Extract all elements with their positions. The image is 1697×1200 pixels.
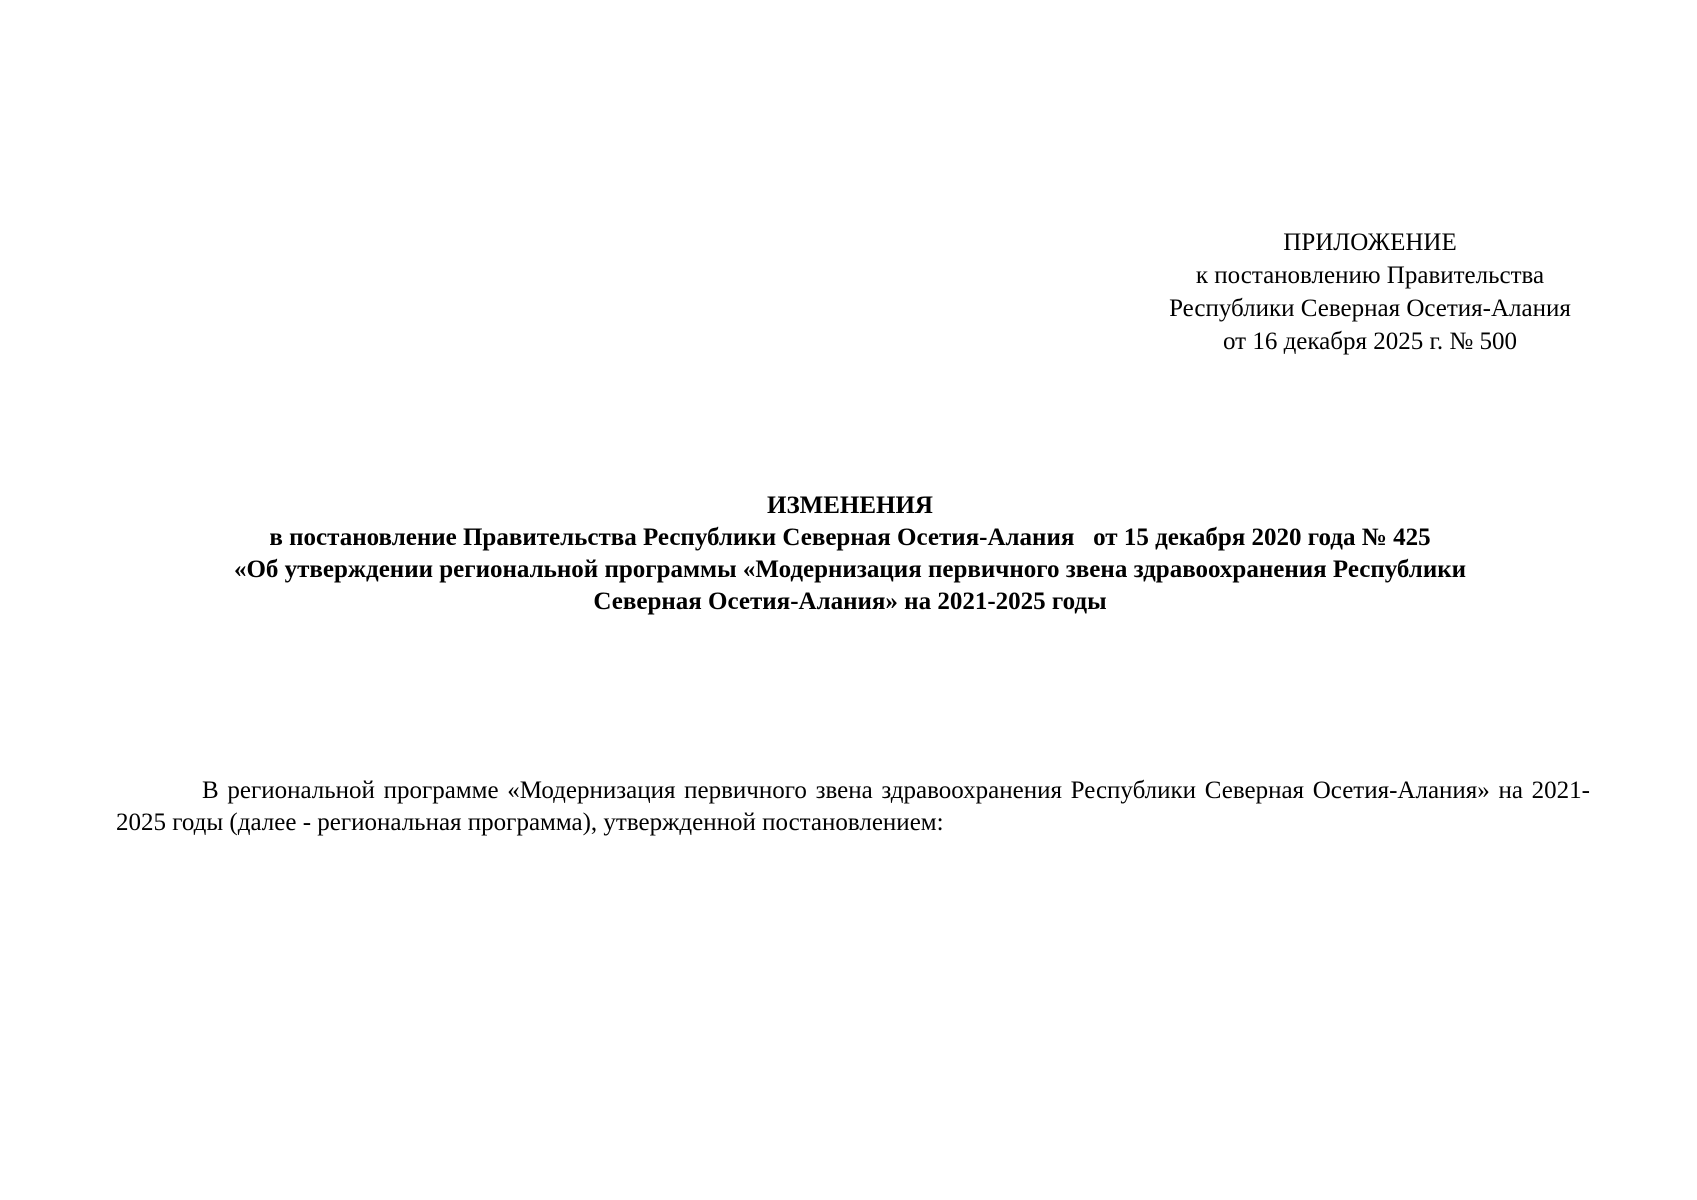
appendix-reference: к постановлению Правительства [1195,262,1545,289]
body-paragraph: В региональной программе «Модернизация первичного звена здравоохранения Республики Северная Осетия-Алания» на 2021-2025 годы (далее - региональная программа), утвержденной постановлением: [116,777,1590,836]
appendix-government: Республики Северная Осетия-Алания [1169,295,1571,322]
document-title [100,490,1600,618]
title-line-program: «Об утверждении региональной программы «Модернизация первичного звена здравоохранения Республики [233,556,1467,583]
title-line-decree: в постановление Правительства Республики Северная Осетия-Алания от 15 декабря 2020 года № 425 [269,524,1431,551]
appendix-header [1120,226,1620,358]
title-heading: ИЗМЕНЕНИЯ [767,492,933,519]
appendix-label: ПРИЛОЖЕНИЕ [1283,229,1457,256]
appendix-date-number: от 16 декабря 2025 г. № 500 [1222,328,1518,355]
title-line-period: Северная Осетия-Алания» на 2021-2025 годы [593,588,1107,615]
